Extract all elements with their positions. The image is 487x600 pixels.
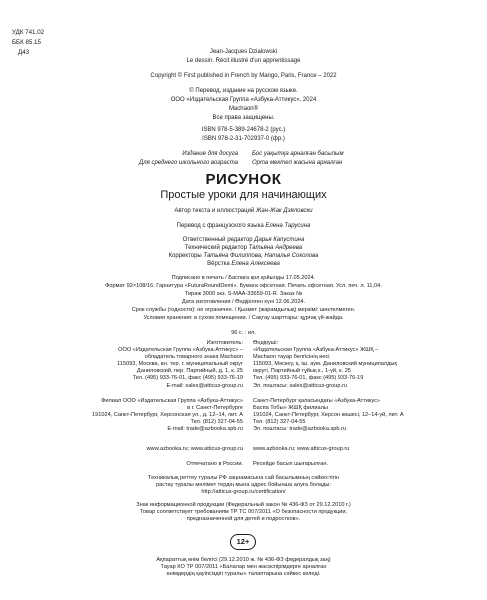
audience-kz-2: Орта мектеп жасына арналған	[252, 160, 343, 166]
manufacturer-ru-line: E-mail: sales@atticus-group.ru	[166, 382, 243, 389]
website-kz: www.azbooka.ru; www.atticus-group.ru	[253, 446, 350, 452]
regulation-ru-2: предназначенной для детей и подростков».	[186, 516, 301, 522]
editor-label: Ответственный редактор	[182, 237, 255, 243]
credit-translator	[0, 222, 487, 230]
branch-kz-line: 191024, Санкт-Петербург, Херсон көшесі, 12–14-үй, лит. А	[253, 412, 404, 419]
branch-kz-line: Тел. (812) 327-04-55	[253, 419, 306, 426]
manufacturer-kz-line: Эл. поштасы: sales@atticus-group.ru	[253, 382, 347, 389]
regulation-kz-0: Техникалық реттеу туралы РФ заңнамасына сай басылымның сәйкестігін	[147, 475, 340, 481]
branch-kz-line: Санкт-Петербург қаласындағы «Азбука-Аттикус»	[253, 398, 381, 404]
branch-kz-line: Эл. поштасы: trade@azbooka.spb.ru	[253, 426, 347, 433]
branch-kz-line: Баспа Тобы» ЖШҚ филиалы	[253, 405, 328, 412]
bbk-code: ББК 85.15	[12, 39, 41, 46]
credit-tech-editor	[0, 244, 487, 252]
manufacturer-ru-header: Изготовитель:	[206, 340, 243, 346]
original-title: Le dessin. Récit illustré d'un apprentissage	[186, 58, 301, 64]
manufacturer-kz-line: округі, Партийный тұйық к., 1-үй, к. 25	[253, 368, 351, 375]
book-title: РИСУНОК	[205, 171, 282, 188]
regulation-ru-1: Товар соответствует требованиям ТР ТС 007/2011 «О безопасности продукции,	[139, 509, 348, 515]
branch-ru-line: Тел. (812) 327-04-55	[190, 419, 243, 426]
author-mark: Д43	[18, 49, 30, 56]
branch-ru-line: E-mail: trade@azbooka.spb.ru	[167, 426, 243, 433]
author-label: Автор текста и иллюстраций	[174, 208, 256, 214]
manufacturer-kz-line: «Издательская Группа «Азбука-Аттикус» ЖШҚ –	[253, 347, 379, 354]
audience-kz-1: Бос уақытқа арналған басылым	[252, 151, 344, 157]
publisher-copyright: ООО «Издательская Группа «Азбука-Аттикус», 2024	[170, 97, 317, 103]
audience-ru-2: Для среднего школьного возраста	[138, 160, 238, 166]
age-rating-badge: 12+	[230, 534, 256, 550]
original-author: Jean-Jacques Dzialowski	[209, 49, 278, 55]
regulation-ru-0: Знак информационной продукции (Федеральный закон № 436-ФЗ от 29.12.2010 г.)	[136, 502, 351, 508]
print-info-3: Дата изготовления / Өндірілген күні 12.06.2024.	[181, 299, 306, 305]
branch-ru-line: 191024, Санкт-Петербург, Херсонская ул., д. 12–14, лит. А	[92, 412, 243, 419]
manufacturer-ru-line: 115093, Москва, вн. тер. г. муниципальный округ	[117, 361, 243, 368]
tech-editor-label: Технический редактор	[184, 245, 249, 251]
translator-label: Перевод с французского языка	[176, 223, 266, 229]
manufacturer-ru	[40, 340, 243, 390]
print-info-0: Подписано в печать / Баспаға қол қойылды 17.05.2024.	[171, 275, 316, 281]
rights-notice: Все права защищены.	[212, 115, 275, 121]
isbn-french: ISBN 978-2-31-702937-0 (фр.)	[202, 136, 285, 142]
regulation-kz-1: растау туралы мәлімет тердің мына адрес бойынша алуға болады:	[156, 482, 331, 488]
translation-copyright: © Перевод, издание на русском языке.	[189, 88, 298, 94]
printed-in-ru: Отпечатано в России.	[186, 461, 243, 467]
manufacturer-kz	[253, 340, 397, 390]
audience-ru-1: Издание для досуга	[182, 151, 238, 157]
manufacturer-ru-line: Тел. (495) 933-76-01, факс (495) 933-76-19	[132, 375, 243, 382]
manufacturer-ru-line: ООО «Издательская Группа «Азбука-Аттикус» –	[118, 347, 243, 354]
author-name: Жан-Жак Дзяловски	[255, 208, 313, 214]
footer-line-1: Тауар КО ТР 007/2011 «Балалар мен жасөспірімдерге арналған	[160, 564, 327, 570]
credit-layout	[0, 260, 487, 268]
proofreaders-label: Корректоры	[168, 253, 204, 259]
print-info-5: Условия хранения: в сухом помещении. / Сақтау шарттары: құрғақ үй-жайда.	[143, 315, 344, 321]
tech-editor-name: Татьяна Андреева	[248, 245, 303, 251]
proofreaders-names: Татьяна Филиппова, Наталья Соколова	[203, 253, 319, 259]
website-ru: www.azbooka.ru; www.atticus-group.ru	[146, 446, 243, 452]
credit-editor	[0, 236, 487, 244]
print-info-4: Срок службы (годности): не ограничен. / Қызмет (жарамдылық) мерзімі: шектелмеген.	[131, 307, 356, 313]
manufacturer-ru-line: Даниловский, пер. Партийный, д. 1, к. 25	[136, 368, 243, 375]
certification-link[interactable]: http://atticus-group.ru/certification/	[201, 489, 286, 495]
manufacturer-kz-line: 115093, Мәскеу, қ. іш. аум. Даниловский муниципалдық	[253, 361, 397, 368]
layout-name: Елена Алексеева	[231, 261, 280, 267]
branch-kz	[253, 398, 404, 433]
manufacturer-kz-line: Machaon тауар белгісінің иесі	[253, 354, 330, 361]
credit-proofreaders	[0, 252, 487, 260]
manufacturer-ru-line: обладатель товарного знака Machaon	[144, 354, 243, 361]
print-info-1: Формат 92×108/16. Гарнитура «FuturaRoundDemi». Бумага офсетная. Печать офсетная. Усл. печ. л. 11,04.	[105, 283, 382, 289]
credit-author	[0, 207, 487, 215]
footer-line-2: өнімдердің қауіпсіздігі туралы» талаптарына сәйкес келеді.	[166, 571, 321, 577]
branch-ru	[40, 398, 243, 433]
udk-code: УДК 741.02	[12, 29, 45, 36]
page-count: 96 с. : ил.	[231, 330, 256, 336]
footer-line-0: Ақпараттық өнім белгісі (29.12.2010 ж. № 436-ФЗ федералдық заң)	[156, 557, 331, 563]
isbn-russian: ISBN 978-5-389-24678-2 (рус.)	[201, 127, 286, 133]
branch-ru-line: в г. Санкт-Петербурге	[187, 405, 243, 412]
manufacturer-kz-line: Тел. (495) 933-76-01, факс (495) 933-76-19	[253, 375, 364, 382]
editor-name: Дарья Капустина	[254, 237, 305, 243]
book-subtitle: Простые уроки для начинающих	[160, 189, 327, 201]
layout-label: Вёрстка	[207, 261, 232, 267]
branch-ru-line: Филиал ООО «Издательская Группа «Азбука-Аттикус»	[101, 398, 243, 404]
print-info-2: Тираж 3000 экз. S-MAA-33659-01-R. Заказ №	[184, 291, 303, 297]
printed-in-kz: Ресейде басып шығарылған.	[253, 461, 328, 467]
original-copyright: Copyright © First published in French by Mango, Paris, France – 2022	[150, 73, 337, 79]
manufacturer-kz-header: Өндіруші:	[253, 340, 279, 346]
imprint-name: Machaon®	[228, 106, 259, 112]
translator-name: Елена Тарусина	[265, 223, 311, 229]
